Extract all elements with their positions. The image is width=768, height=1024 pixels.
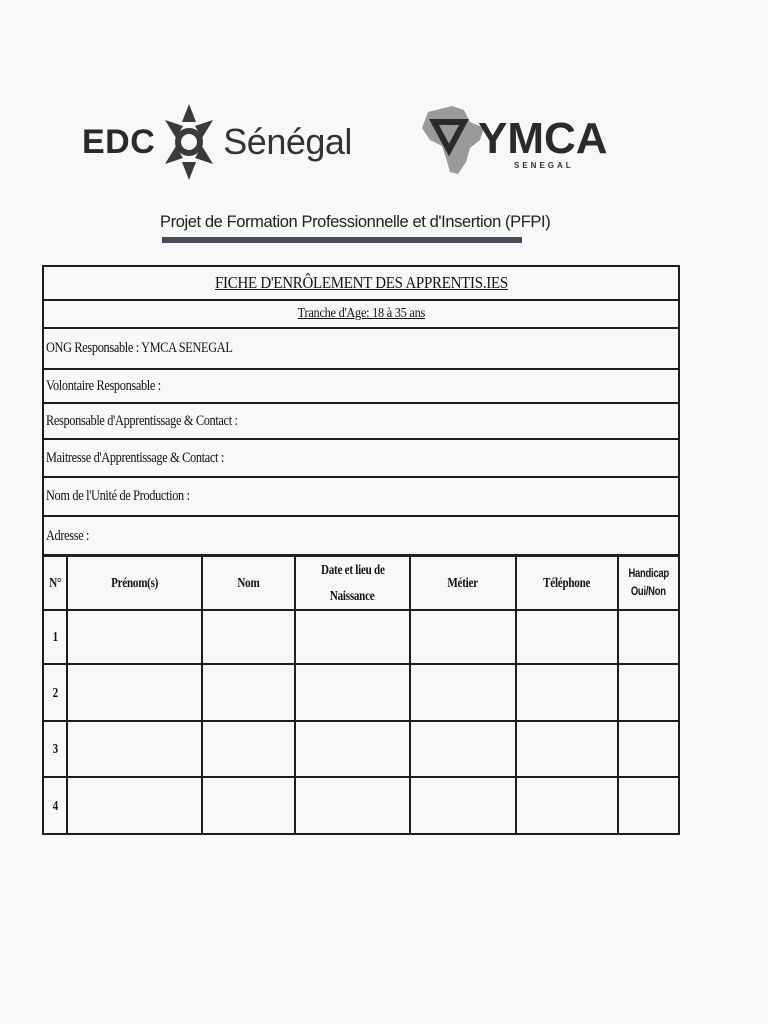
cell-metier[interactable] [410,664,516,721]
project-title: Projet de Formation Professionnelle et d'Insertion (PFPI) [160,213,551,231]
cell-date-lieu[interactable] [295,777,410,834]
cell-nom[interactable] [202,610,295,664]
cell-metier[interactable] [410,777,516,834]
ymca-logo-subtext: SENEGAL [514,161,574,170]
cell-metier[interactable] [410,610,516,664]
form-field-unite [44,478,678,517]
apprentices-table [42,555,680,835]
row-number: 2 [43,664,67,721]
cell-nom[interactable] [202,721,295,777]
cell-date-lieu[interactable] [295,664,410,721]
row-number: 3 [43,721,67,777]
cell-prenom[interactable] [67,721,202,777]
edc-logo-senegal-text: Sénégal [223,121,352,162]
form-field-ong [44,329,678,370]
cell-telephone[interactable] [516,664,618,721]
col-header-number: N° [43,556,67,610]
edc-senegal-logo [82,100,352,184]
form-title-row [44,267,678,301]
field-label-responsable: Responsable d'Apprentissage & Contact : [46,412,238,429]
cell-date-lieu[interactable] [295,721,410,777]
col-header-metier: Métier [410,556,516,610]
table-row [43,610,679,664]
table-row [43,777,679,834]
edc-logo-text: EDC [82,122,156,161]
field-label-adresse: Adresse : [46,528,90,544]
cell-handicap[interactable] [618,721,679,777]
table-row [43,721,679,777]
project-title-underline [162,237,522,243]
cell-handicap[interactable] [618,610,679,664]
table-header-row [43,556,679,610]
field-label-unite: Nom de l'Unité de Production : [46,488,190,504]
cell-prenom[interactable] [67,610,202,664]
enrolment-form-header [42,265,680,556]
age-range-row [44,301,678,329]
form-field-maitresse [44,440,678,478]
cell-telephone[interactable] [516,610,618,664]
cell-nom[interactable] [202,777,295,834]
col-header-prenom: Prénom(s) [67,556,202,610]
form-field-responsable [44,404,678,440]
field-label-volontaire: Volontaire Responsable : [46,377,161,394]
col-header-date-lieu: Date et lieu de Naissance [295,556,410,610]
ymca-logo-text: YMCA [478,114,608,163]
col-header-telephone: Téléphone [516,556,618,610]
ymca-senegal-logo [418,100,608,180]
cell-metier[interactable] [410,721,516,777]
form-field-adresse [44,517,678,556]
age-range: Tranche d'Age: 18 à 35 ans [297,306,425,321]
col-header-nom: Nom [202,556,295,610]
table-row [43,664,679,721]
cell-prenom[interactable] [67,777,202,834]
cell-nom[interactable] [202,664,295,721]
row-number: 4 [43,777,67,834]
form-field-volontaire [44,370,678,404]
cell-telephone[interactable] [516,777,618,834]
field-label-ong: ONG Responsable : YMCA SENEGAL [46,340,233,356]
cell-handicap[interactable] [618,664,679,721]
cell-date-lieu[interactable] [295,610,410,664]
cell-telephone[interactable] [516,721,618,777]
row-number: 1 [43,610,67,664]
field-label-maitresse: Maitresse d'Apprentissage & Contact : [46,449,224,466]
form-title: FICHE D'ENRÔLEMENT DES APPRENTIS.IES [214,273,508,292]
cell-handicap[interactable] [618,777,679,834]
edc-star-icon [163,100,215,184]
cell-prenom[interactable] [67,664,202,721]
col-header-handicap: Handicap Oui/Non [618,556,679,610]
